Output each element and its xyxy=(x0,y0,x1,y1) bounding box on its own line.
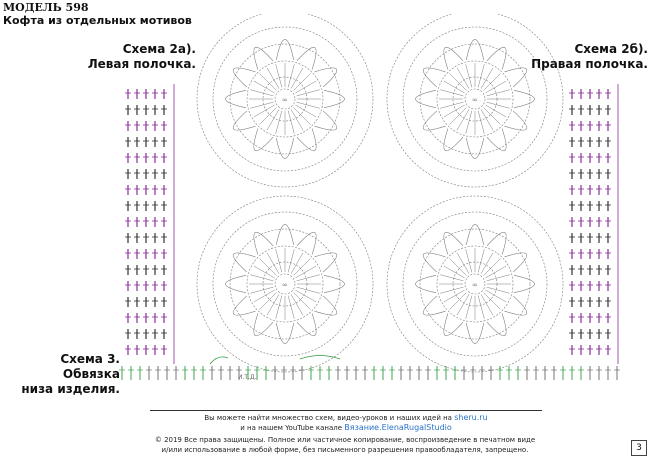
motif-grid xyxy=(197,14,563,372)
crochet-motif xyxy=(197,14,373,187)
scheme-2a-title: Схема 2а). xyxy=(122,42,196,56)
crochet-motif xyxy=(197,196,373,372)
scheme-3-line3: низа изделия. xyxy=(21,382,120,396)
right-front-stitch-columns xyxy=(569,84,618,364)
pattern-subtitle: Кофта из отдельных мотивов xyxy=(3,14,192,27)
footer-line-1 xyxy=(150,413,542,422)
svg-text:∞: ∞ xyxy=(282,96,288,104)
copyright-line-1: © 2019 Все права защищены. Полное или частичное копирование, воспроизведение в печатном виде xyxy=(154,436,536,444)
youtube-link[interactable]: Вязание.ElenaRugalStudio xyxy=(344,423,452,432)
scheme-2b-title: Схема 2б). xyxy=(574,42,648,56)
footer-text-2: и на нашем YouTube канале xyxy=(240,424,343,432)
copyright-line-2: и/или использование в любой форме, без письменного разрешения правообладателя, запрещено. xyxy=(161,446,529,454)
bottom-edging-chart xyxy=(119,356,620,381)
scheme-3-label xyxy=(20,352,120,397)
footer-divider xyxy=(150,410,542,411)
crochet-motif xyxy=(387,14,563,187)
crochet-motif xyxy=(387,196,563,372)
scheme-2b-subtitle: Правая полочка. xyxy=(531,57,648,71)
scheme-2b-label xyxy=(531,42,648,72)
model-title: МОДЕЛЬ 598 xyxy=(3,1,89,14)
scheme-3-line2: Обвязка xyxy=(62,367,120,381)
svg-text:∞: ∞ xyxy=(472,96,478,104)
scheme-2a-subtitle: Левая полочка. xyxy=(87,57,196,71)
svg-text:∞: ∞ xyxy=(282,281,288,289)
svg-text:∞: ∞ xyxy=(472,281,478,289)
etc-mark: И.Т.Д. xyxy=(238,374,257,381)
footer-line-2 xyxy=(150,423,542,432)
scheme-3-title: Схема 3. xyxy=(60,352,120,366)
page-number: 3 xyxy=(631,440,647,456)
left-front-stitch-columns xyxy=(125,84,174,364)
scheme-2a-label xyxy=(60,42,196,72)
footer-text-1: Вы можете найти множество схем, видео-уроков и наших идей на xyxy=(204,414,452,422)
site-link[interactable]: sheru.ru xyxy=(454,413,488,422)
